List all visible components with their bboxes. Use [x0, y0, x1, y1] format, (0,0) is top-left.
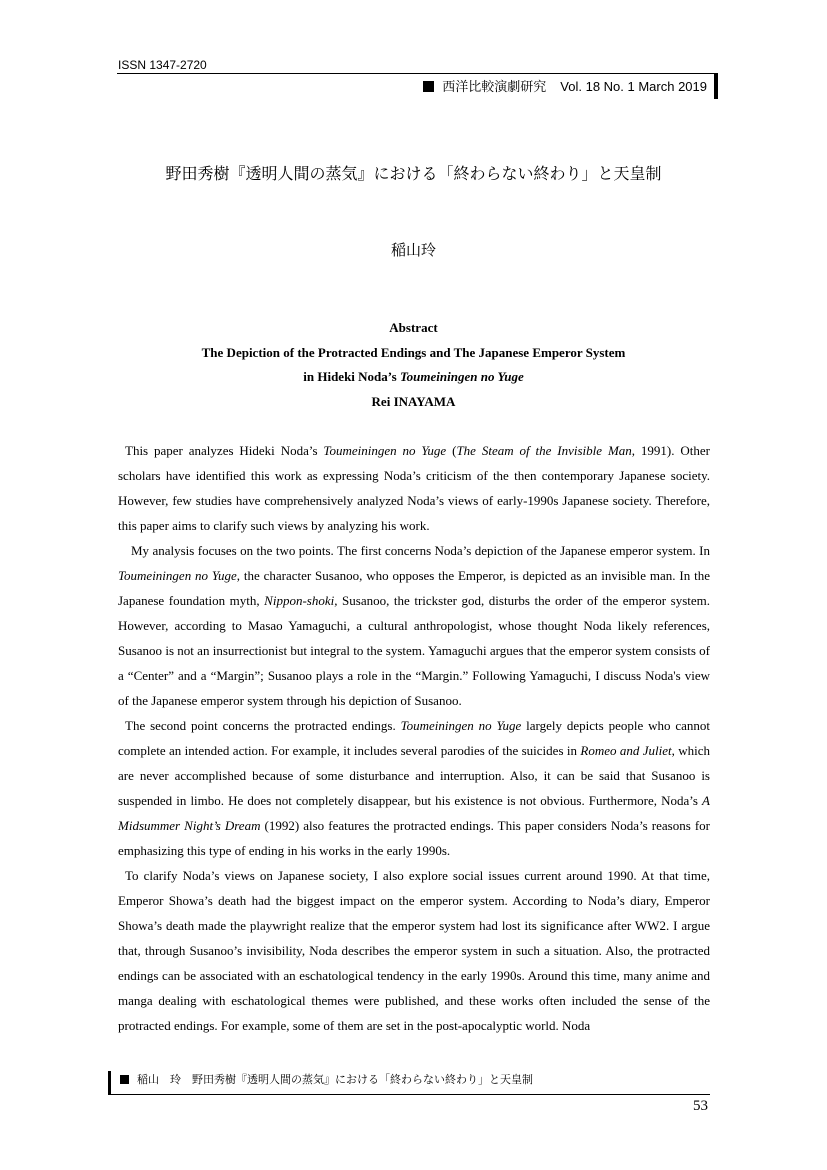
- p3-text-a: The second point concerns the protracted endings.: [125, 718, 401, 733]
- paragraph-4: To clarify Noda’s views on Japanese society, I also explore social issues current around 1990. At that time, Emperor Showa’s death had the biggest impact on the emperor system. According to Noda’s diary, Emperor Showa’s death made the playwright realize that the emperor system had lost its significance after WW2. I argue that, through Susanoo’s invisibility, Noda describes the emperor system in such a situation. Also, the protracted endings can be associated with an eschatological tendency in the early 1990s. Around this time, many anime and manga dealing with eschatological themes were published, and these works often included the sense of the protracted endings. For example, some of them are set in the post-apocalyptic world. Noda: [118, 868, 710, 1033]
- p3-text-c: , which are never accomplished because of some disturbance and interruption. Also, it can be said that Susanoo is suspended in limbo. He does not completely disappear, but his existence is not obvious. Furthermore, Noda’s: [118, 743, 711, 808]
- running-head-text: 稲山 玲 野田秀樹『透明人間の蒸気』における「終わらない終わり」と天皇制: [137, 1073, 533, 1086]
- square-bullet-icon: [120, 1075, 129, 1084]
- abstract-author-en: Rei INAYAMA: [371, 393, 456, 409]
- paragraph-1: [118, 438, 710, 538]
- p2-text-c: Susanoo, the trickster god, disturbs the order of the emperor system. However, according to Masao Yamaguchi, a cultural anthropologist, whose thought Noda likely references, Susanoo is not an insurrectionist but integral to the system. Yamaguchi argues that the emperor system consists of a “Center” and a “Margin”; Susanoo plays a role in the “Margin.” Following Yamaguchi, I discuss Noda's view of the Japanese emperor system through his depiction of Susanoo.: [118, 593, 710, 708]
- p2-text-b: , the character Susanoo, who opposes the Emperor, is depicted as an invisible man. In the Japanese foundation myth,: [118, 568, 710, 608]
- journal-header: [423, 78, 707, 97]
- journal-volume: Vol. 18 No. 1 March 2019: [560, 79, 707, 94]
- author-jp: 稲山玲: [390, 241, 436, 259]
- footer-bar: [108, 1071, 111, 1095]
- abstract-title-prefix: in Hideki Noda’s: [303, 369, 400, 384]
- abstract-header: [0, 316, 827, 414]
- journal-name: 西洋比較演劇研究: [442, 80, 547, 95]
- header-rule: [117, 73, 718, 74]
- abstract-body: [118, 438, 710, 1038]
- footer-rule: [108, 1094, 710, 1095]
- abstract-title-italic: Toumeiningen no Yuge: [399, 369, 524, 384]
- p1-text-b: (: [446, 443, 457, 458]
- paragraph-3: [118, 713, 710, 863]
- p3-italic-2: Romeo and Juliet: [580, 743, 672, 758]
- paper-title-jp: 野田秀樹『透明人間の蒸気』における「終わらない終わり」と天皇制: [165, 164, 662, 183]
- p2-italic-2: Nippon-shoki,: [264, 593, 338, 608]
- p1-italic-1: Toumeiningen no Yuge: [323, 443, 447, 458]
- p1-text-a: This paper analyzes Hideki Noda’s: [125, 443, 324, 458]
- paragraph-2: [118, 538, 710, 713]
- header-bar: [714, 73, 718, 99]
- p1-text-c: , 1991). Other scholars have identified this work as expressing Noda’s criticism of the then contemporary Japanese society. However, few studies have comprehensively analyzed Noda’s views of early-1990s Japanese society. Therefore, this paper aims to clarify such views by analyzing his work.: [118, 443, 710, 533]
- page-number: 53: [693, 1098, 708, 1114]
- p3-italic-1: Toumeiningen no Yuge: [400, 718, 522, 733]
- p1-italic-2: The Steam of the Invisible Man: [456, 443, 632, 458]
- square-bullet-icon: [423, 81, 434, 92]
- p3-text-b: largely depicts people who cannot complete an intended action. For example, it includes several parodies of the suicides in: [118, 718, 710, 758]
- p3-text-d: (1992) also features the protracted endings. This paper considers Noda’s reasons for emphasizing this type of ending in his works in the early 1990s.: [118, 818, 711, 858]
- running-head: [120, 1072, 533, 1088]
- issn: ISSN 1347-2720: [118, 58, 207, 72]
- p2-text-a: My analysis focuses on the two points. The first concerns Noda’s depiction of the Japanese emperor system. In: [131, 543, 710, 558]
- p2-italic-1: Toumeiningen no Yuge: [118, 568, 237, 583]
- p3-italic-3: A Midsummer Night’s Dream: [118, 793, 710, 833]
- abstract-title-line1: The Depiction of the Protracted Endings and The Japanese Emperor System: [201, 344, 626, 360]
- abstract-title-line2: [0, 365, 827, 390]
- abstract-label: Abstract: [389, 320, 438, 335]
